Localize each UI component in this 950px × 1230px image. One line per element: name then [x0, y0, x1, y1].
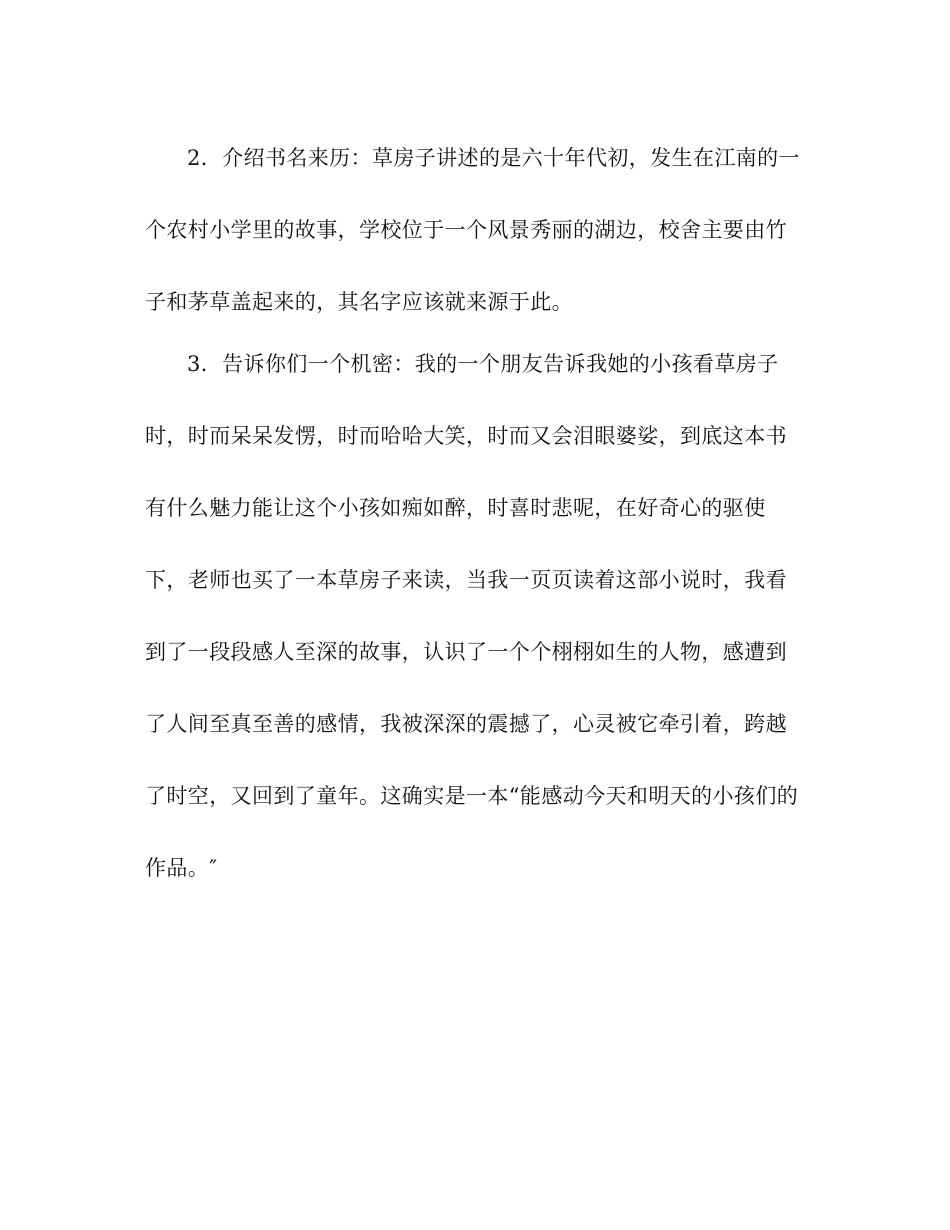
- paragraph-2-line-7: 了时空，又回到了童年。这确实是一本“能感动今天和明天的小孩们的: [145, 784, 799, 808]
- paragraph-2-line-4: 下，老师也买了一本草房子来读，当我一页页读着这部小说时，我看: [145, 568, 787, 592]
- paragraph-2-line-5: 到了一段段感人至深的故事，认识了一个个栩栩如生的人物，感遭到: [145, 640, 787, 664]
- paragraph-2-line-6: 了人间至真至善的感情，我被深深的震撼了，心灵被它牵引着，跨越: [145, 712, 787, 736]
- paragraph-2-line-3: 有什么魅力能让这个小孩如痴如醉，时喜时悲呢，在好奇心的驱使: [145, 496, 766, 520]
- paragraph-1-line-3: 子和茅草盖起来的，其名字应该就来源于此。: [145, 290, 573, 314]
- paragraph-1-line-1: 2．介绍书名来历：草房子讲述的是六十年代初，发生在江南的一: [187, 146, 800, 170]
- paragraph-2-line-8: 作品。″: [145, 856, 218, 880]
- paragraph-2-line-2: 时，时而呆呆发愣，时而哈哈大笑，时而又会泪眼婆娑，到底这本书: [145, 424, 787, 448]
- paragraph-2-line-1: 3．告诉你们一个机密：我的一个朋友告诉我她的小孩看草房子: [187, 352, 779, 376]
- paragraph-1-line-2: 个农村小学里的故事，学校位于一个风景秀丽的湖边，校舍主要由竹: [145, 218, 787, 242]
